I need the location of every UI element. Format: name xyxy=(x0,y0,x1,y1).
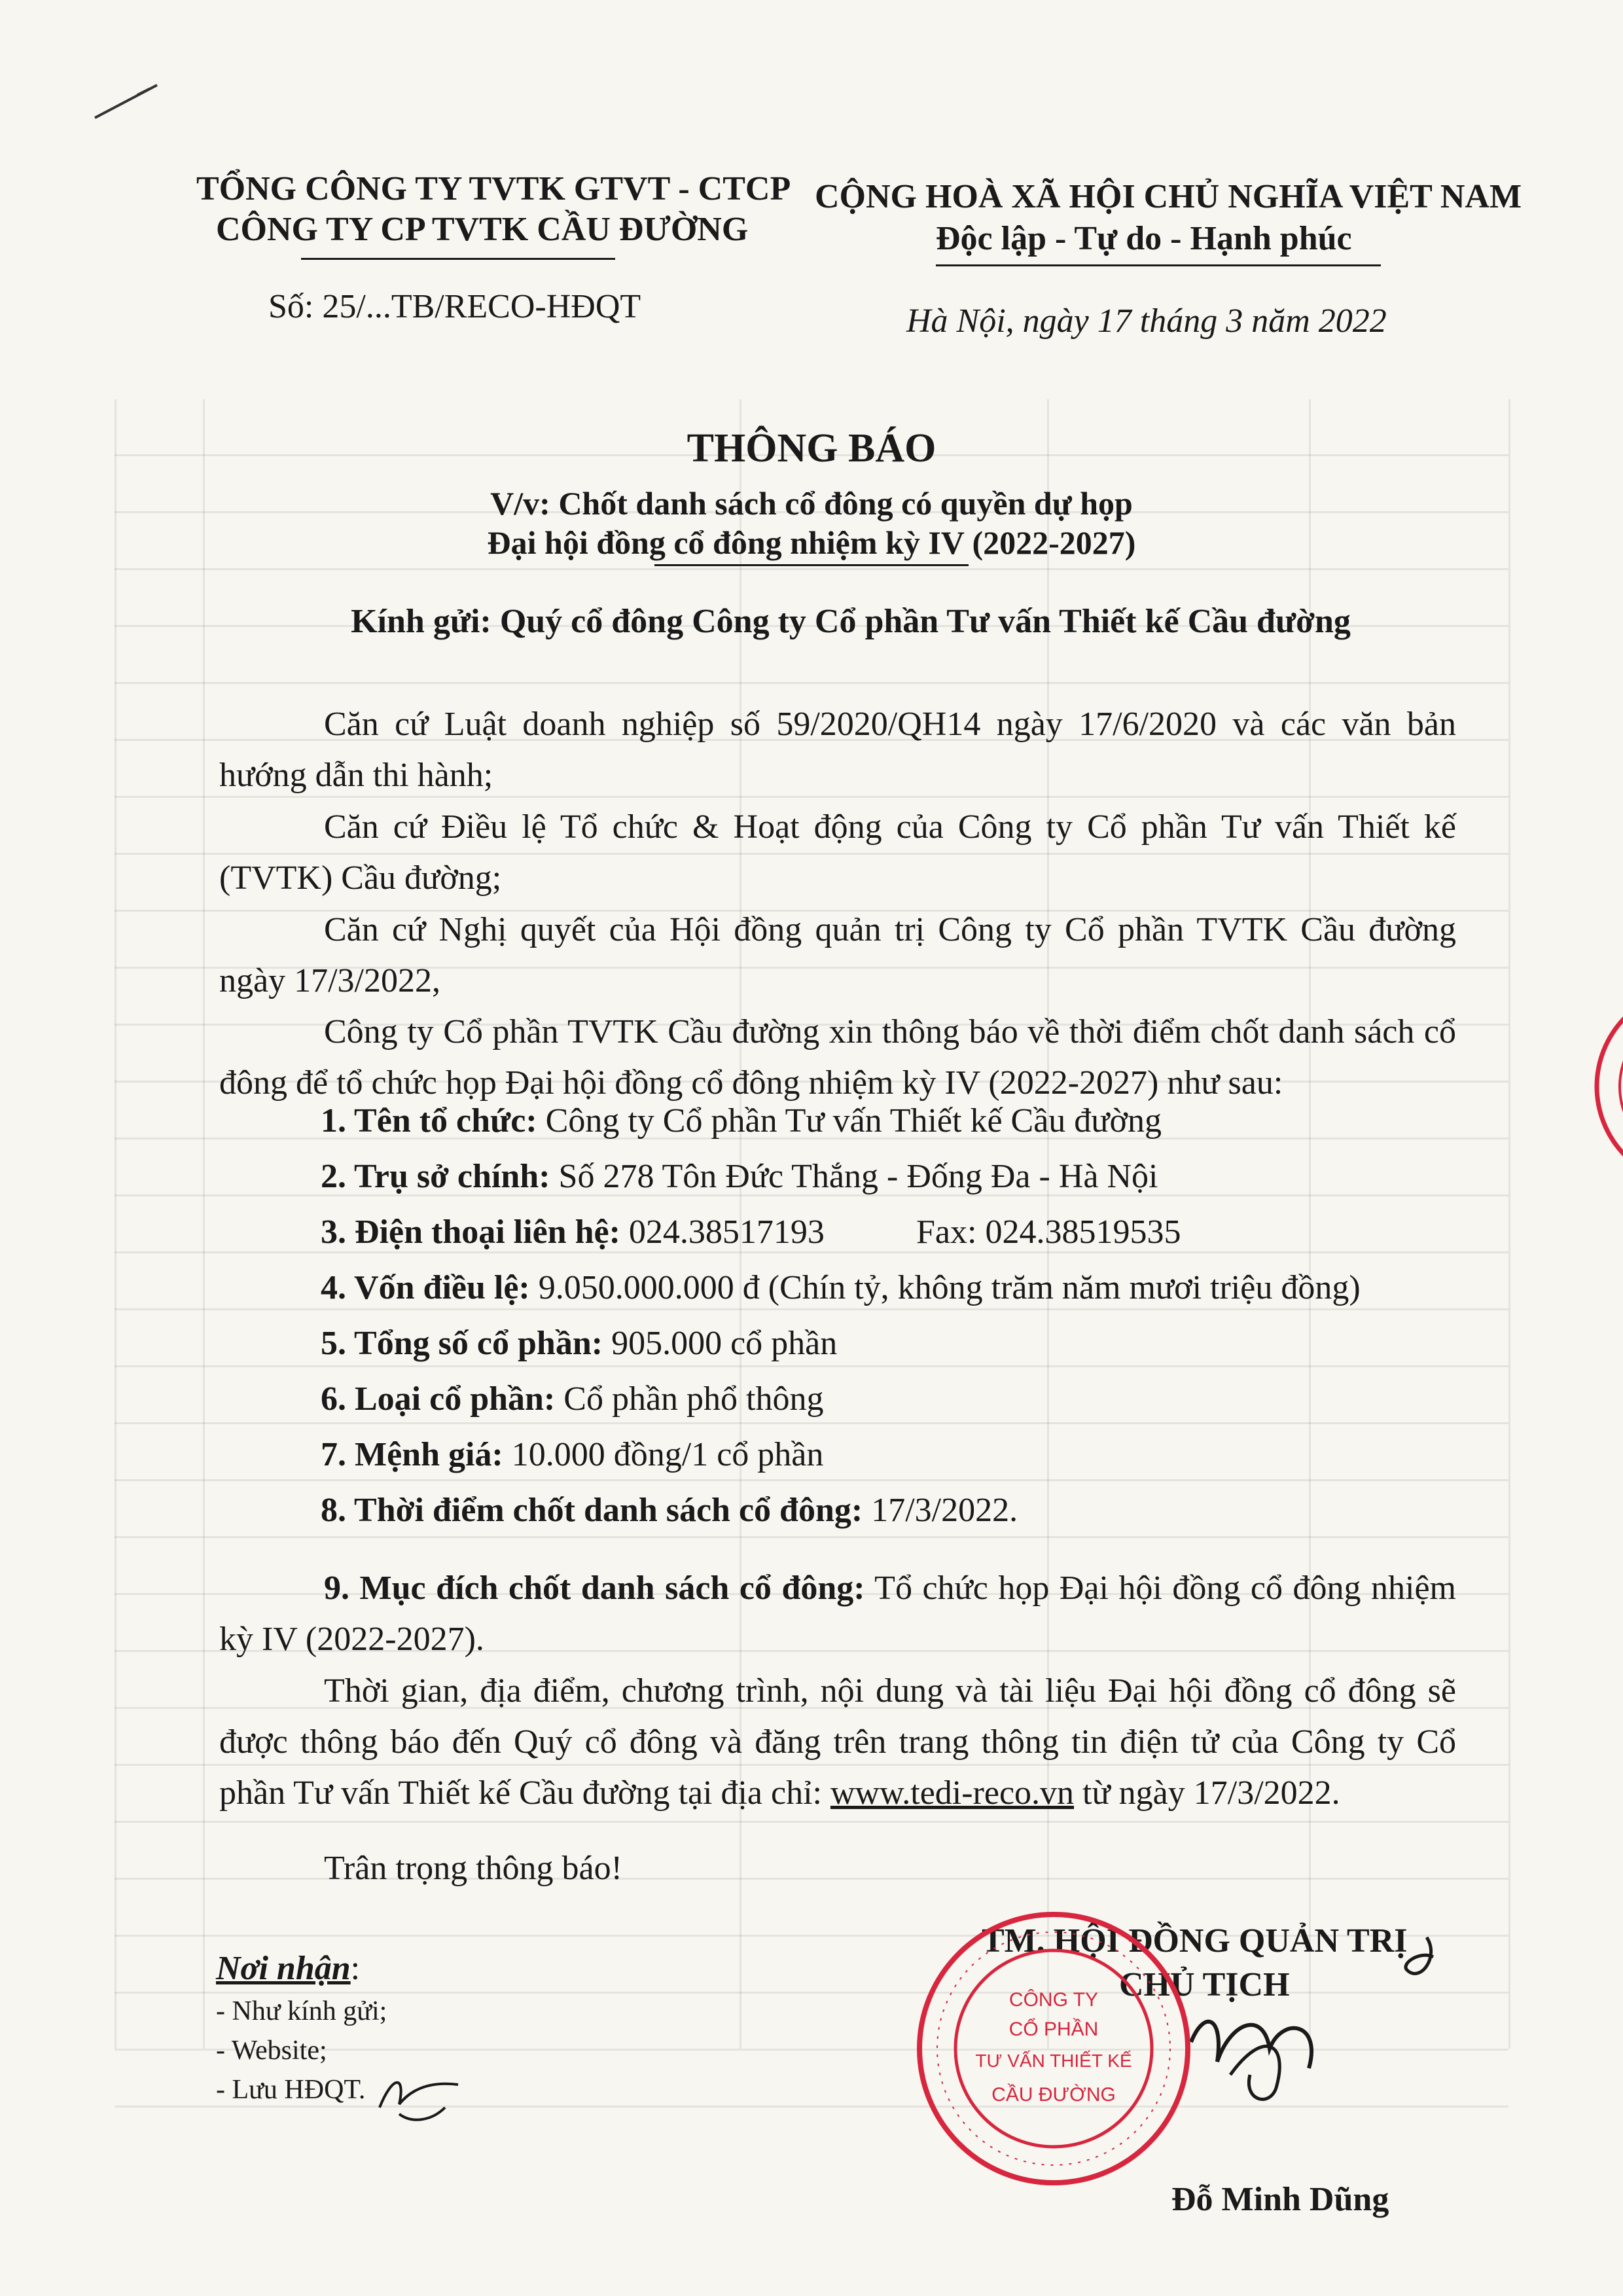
country-name: CỘNG HOÀ XÃ HỘI CHỦ NGHĨA VIỆT NAM xyxy=(815,178,1522,215)
signer-name: Đỗ Minh Dũng xyxy=(1171,2181,1389,2218)
recipient-line: Kính gửi: Quý cổ đông Công ty Cổ phần Tư vấn Thiết kế Cầu đường xyxy=(351,603,1351,640)
item-value: Số 278 Tôn Đức Thắng - Đống Đa - Hà Nội xyxy=(550,1158,1158,1195)
item-label: 9. Mục đích chốt danh sách cổ đông: xyxy=(324,1570,865,1607)
place-date: Hà Nội, ngày 17 tháng 3 năm 2022 xyxy=(906,302,1387,340)
item-5 xyxy=(321,1322,837,1365)
subject-line-1: V/v: Chốt danh sách cổ đông có quyền dự họp xyxy=(490,485,1133,522)
seal-text-line2: CỔ PHẦN xyxy=(1008,2018,1099,2040)
recipients-heading-label: Nơi nhận xyxy=(216,1950,351,1987)
bleed-line xyxy=(115,399,116,2049)
signature-title: TM. HỘI ĐỒNG QUẢN TRỊ xyxy=(982,1922,1408,1960)
page-title: THÔNG BÁO xyxy=(687,426,936,471)
item-label: 8. Thời điểm chốt danh sách cổ đông: xyxy=(321,1492,863,1529)
document-number: Số: 25/...TB/RECO-HĐQT xyxy=(268,288,641,325)
recipients-heading-colon: : xyxy=(350,1950,361,1987)
website-link[interactable]: www.tedi-reco.vn xyxy=(830,1774,1075,1812)
seal-text-line3: TƯ VẤN THIẾT KẾ xyxy=(975,2051,1132,2071)
paragraph-meeting-info xyxy=(219,1666,1456,1819)
paragraph-announcement: Công ty Cổ phần TVTK Cầu đường xin thông báo về thời điểm chốt danh sách cổ đông để tổ chức họp Đại hội đồng cổ đông nhiệm kỳ IV (2022-2027) như sau: xyxy=(219,1013,1456,1102)
org-name: CÔNG TY CP TVTK CẦU ĐƯỜNG xyxy=(216,211,749,248)
item-value: 10.000 đồng/1 cổ phần xyxy=(503,1436,824,1473)
subject-underline xyxy=(654,564,969,566)
seal-text-line1: CÔNG TY xyxy=(1008,1989,1099,2011)
paragraph-legal-basis-3: Căn cứ Nghị quyết của Hội đồng quản trị Công ty Cổ phần TVTK Cầu đường ngày 17/3/2022, xyxy=(219,911,1456,999)
motto-underline xyxy=(936,264,1381,266)
initials-mark xyxy=(373,2068,465,2127)
item-label: 1. Tên tổ chức: xyxy=(321,1102,537,1139)
item-value: Tổ chức họp Đại hội đồng cổ đông nhiệm kỳ IV (2022-2027). xyxy=(219,1570,1456,1658)
item-6 xyxy=(321,1378,824,1421)
item-label: 6. Loại cổ phần: xyxy=(321,1380,556,1418)
recipients-heading xyxy=(216,1947,360,1990)
item-label: 5. Tổng số cổ phần: xyxy=(321,1325,603,1362)
item-value: 17/3/2022. xyxy=(863,1492,1018,1529)
item-label: 3. Điện thoại liên hệ: xyxy=(321,1213,620,1251)
item-value: 024.38517193 xyxy=(620,1213,825,1251)
bleed-line xyxy=(203,399,205,2049)
fax-number: Fax: 024.38519535 xyxy=(916,1213,1181,1251)
scan-mark xyxy=(92,79,164,124)
recipient-item: - Lưu HĐQT. xyxy=(216,2075,366,2105)
recipient-item: - Website; xyxy=(216,2036,327,2066)
item-4 xyxy=(321,1266,1361,1310)
item-value: 9.050.000.000 đ (Chín tỷ, không trăm năm mươi triệu đồng) xyxy=(529,1269,1361,1306)
subject-line-2: Đại hội đồng cổ đông nhiệm kỳ IV (2022-2027) xyxy=(487,524,1136,561)
item-label: 2. Trụ sở chính: xyxy=(321,1158,550,1195)
item-1 xyxy=(321,1100,1162,1143)
item-8 xyxy=(321,1489,1018,1532)
item-value: Công ty Cổ phần Tư vấn Thiết kế Cầu đường xyxy=(537,1102,1162,1139)
bleed-line xyxy=(1508,399,1510,2049)
item-7 xyxy=(321,1433,823,1477)
paragraph-legal-basis-1: Căn cứ Luật doanh nghiệp số 59/2020/QH14 ngày 17/6/2020 và các văn bản hướng dẫn thi hành; xyxy=(219,706,1456,794)
item-3 xyxy=(321,1211,825,1254)
company-seal xyxy=(910,1905,1198,2193)
meeting-info-date: từ ngày 17/3/2022. xyxy=(1082,1774,1340,1812)
partial-seal-edge xyxy=(1564,982,1623,1191)
paragraph-legal-basis-2: Căn cứ Điều lệ Tổ chức & Hoạt động của Công ty Cổ phần Tư vấn Thiết kế (TVTK) Cầu đường; xyxy=(219,808,1456,897)
item-label: 7. Mệnh giá: xyxy=(321,1436,503,1473)
closing-text: Trân trọng thông báo! xyxy=(324,1850,622,1887)
item-label: 4. Vốn điều lệ: xyxy=(321,1269,530,1306)
item-9 xyxy=(219,1563,1456,1665)
motto: Độc lập - Tự do - Hạnh phúc xyxy=(936,220,1352,257)
seal-text-line4: CẦU ĐƯỜNG xyxy=(991,2084,1116,2106)
signature-role: CHỦ TỊCH xyxy=(1119,1966,1290,2003)
meeting-info-text: Thời gian, địa điểm, chương trình, nội dung và tài liệu Đại hội đồng cổ đông sẽ được thông báo đến Quý cổ đông và đăng trên trang thông tin điện tử của Công ty Cổ phần Tư vấn Thiết kế Cầu đường tại địa chỉ: xyxy=(219,1672,1456,1812)
recipient-item: - Như kính gửi; xyxy=(216,1996,387,2026)
org-parent: TỔNG CÔNG TY TVTK GTVT - CTCP xyxy=(196,170,791,207)
item-2 xyxy=(321,1155,1158,1198)
item-value: Cổ phần phổ thông xyxy=(555,1380,824,1418)
item-value: 905.000 cổ phần xyxy=(603,1325,838,1362)
org-underline xyxy=(301,258,615,260)
